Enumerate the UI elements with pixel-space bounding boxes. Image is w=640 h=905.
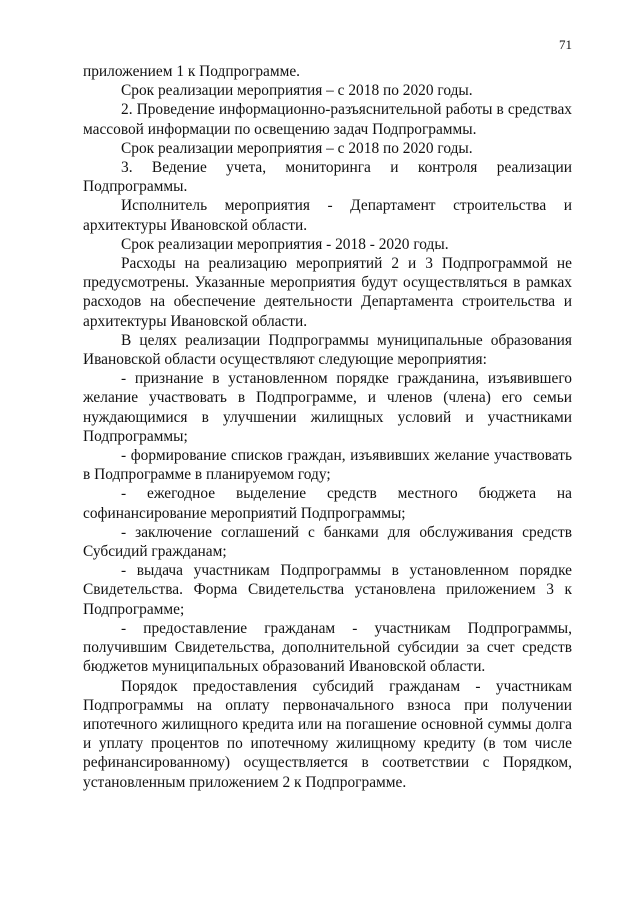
list-item-budget: - ежегодное выделение средств местного бюджета на софинансирование мероприятий Подпрограммы; xyxy=(83,485,572,522)
list-item-lists: - формирование списков граждан, изъявивших желание участвовать в Подпрограмме в планируемом году; xyxy=(83,447,572,484)
paragraph-executor: Исполнитель мероприятия - Департамент строительства и архитектуры Ивановской области. xyxy=(83,197,572,234)
paragraph-measure-3: 3. Ведение учета, мониторинга и контроля реализации Подпрограммы. xyxy=(83,159,572,196)
paragraph-deadline-2: Срок реализации мероприятия – с 2018 по 2020 годы. xyxy=(121,139,473,157)
list-item-subsidy: - предоставление гражданам - участникам Подпрограммы, получившим Свидетельства, дополнительной субсидии за счет средств бюджетов муниципальных образований Ивановской области. xyxy=(83,619,572,676)
paragraph-municipal-intro: В целях реализации Подпрограммы муниципальные образования Ивановской области осуществляют следующие мероприятия: xyxy=(83,331,572,369)
paragraph-continuation: приложением 1 к Подпрограмме. xyxy=(83,63,301,80)
paragraph-procedure: Порядок предоставления субсидий гражданам - участникам Подпрограммы на оплату первоначального взноса при получении ипотечного жилищного кредита или на погашение основной суммы долга и уплату процентов по ипотечному жилищному кредиту (в том числе рефинансированному) осуществляется в соответствии с Порядком, установленным приложением 2 к Подпрограмме. xyxy=(83,677,572,791)
paragraph-measure-2: 2. Проведение информационно-разъяснительной работы в средствах массовой информации по освещению задач Подпрограммы. xyxy=(83,101,572,138)
document-body xyxy=(83,62,572,792)
paragraph-expenses: Расходы на реализацию мероприятий 2 и 3 Подпрограммой не предусмотрены. Указанные мероприятия будут осуществляться в рамках расходов на обеспечение деятельности Департамента строительства и архитектуры Ивановской области. xyxy=(83,255,572,330)
list-item-certificate: - выдача участникам Подпрограммы в установленном порядке Свидетельства. Форма Свидетельства установлена приложением 3 к Подпрограмме; xyxy=(83,562,572,618)
page-number: 71 xyxy=(559,37,572,52)
list-item-recognition: - признание в установленном порядке гражданина, изъявившего желание участвовать в Подпрограмме, и членов (члена) его семьи нуждающимися в улучшении жилищных условий и участниками Подпрограммы; xyxy=(83,370,572,445)
list-item-banks: - заключение соглашений с банками для обслуживания средств Субсидий гражданам; xyxy=(83,523,572,561)
paragraph-deadline-1: Срок реализации мероприятия – с 2018 по 2020 годы. xyxy=(121,82,473,100)
paragraph-deadline-3: Срок реализации мероприятия - 2018 - 2020 годы. xyxy=(121,235,449,253)
